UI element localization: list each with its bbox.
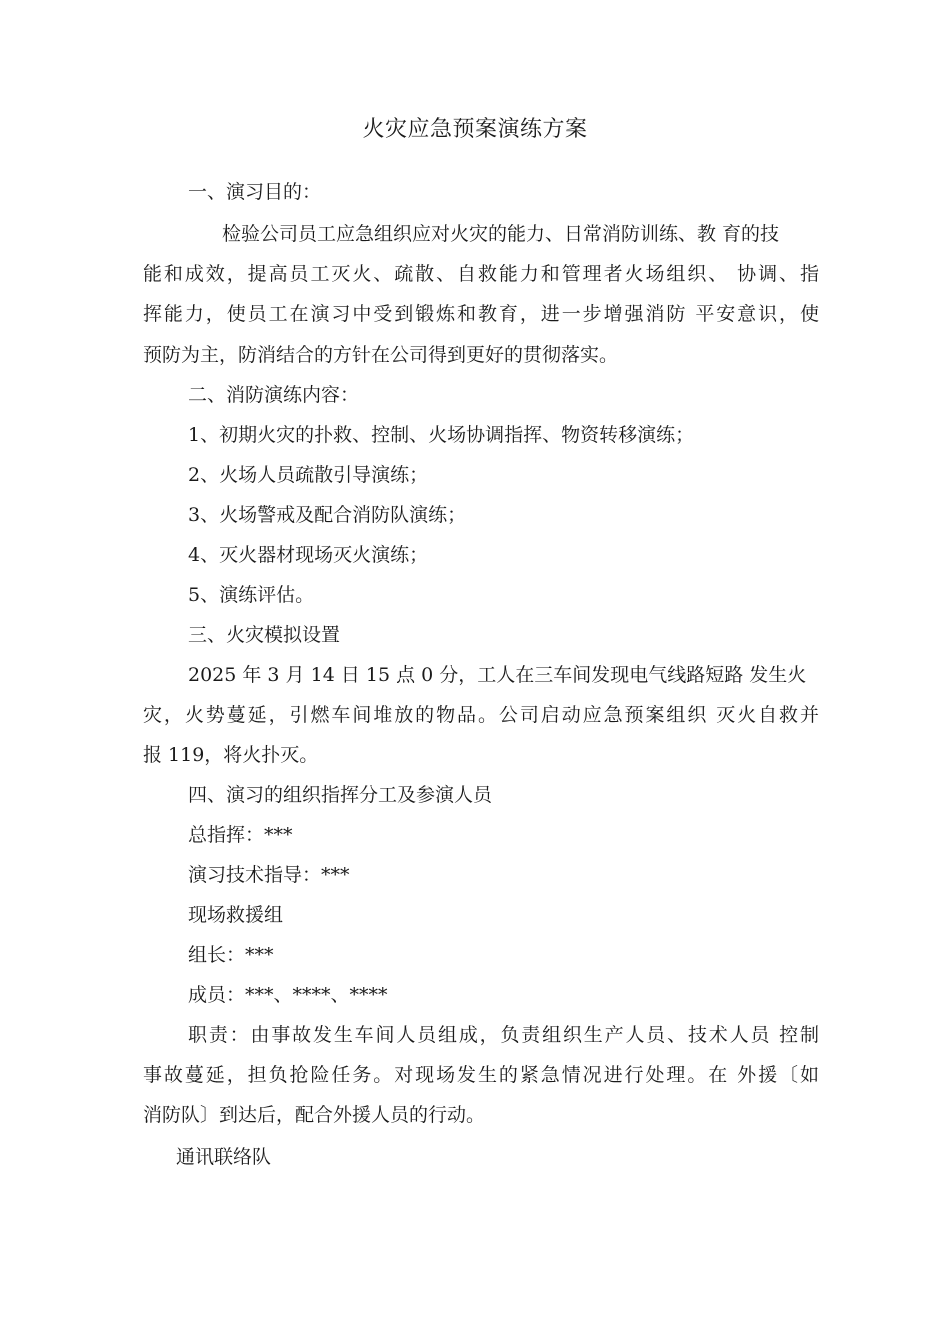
duty-line-2: 事故蔓延，担负抢险任务。对现场发生的紧急情况进行处理。在 外援〔如	[143, 1064, 819, 1086]
section1-line-1: 检验公司员工应急组织应对火灾的能力、日常消防训练、教 育的技	[222, 223, 780, 245]
section2-item-2: 2、火场人员疏散引导演练；	[188, 464, 429, 486]
leader-line: 组长：***	[188, 944, 274, 966]
section3-line-3: 报 119，将火扑灭。	[143, 744, 319, 766]
section1-line-2: 能和成效，提高员工灭火、疏散、自救能力和管理者火场组织、 协调、指	[143, 263, 819, 285]
section1-heading: 一、演习目的：	[188, 181, 322, 203]
section2-item-5: 5、演练评估。	[188, 584, 315, 606]
section3-heading: 三、火灾模拟设置	[188, 624, 341, 646]
rescue-group-heading: 现场救援组	[188, 904, 284, 926]
section1-line-3: 挥能力，使员工在演习中受到锻炼和教育，进一步增强消防 平安意识，使	[143, 303, 819, 325]
section2-item-4: 4、灭火器材现场灭火演练；	[188, 544, 429, 566]
section2-heading: 二、消防演练内容：	[188, 384, 360, 406]
section4-heading: 四、演习的组织指挥分工及参演人员	[188, 784, 493, 806]
commander-line: 总指挥：***	[188, 824, 293, 846]
duty-line-1: 职责：由事故发生车间人员组成，负责组织生产人员、技术人员 控制	[188, 1024, 819, 1046]
section1-line-4: 预防为主，防消结合的方针在公司得到更好的贯彻落实。	[143, 344, 619, 366]
duty-line-3: 消防队〕到达后，配合外援人员的行动。	[143, 1104, 486, 1126]
members-line: 成员：***、****、****	[188, 984, 388, 1006]
section3-line-2: 灾，火势蔓延，引燃车间堆放的物品。公司启动应急预案组织 灭火自救并	[143, 704, 819, 726]
tech-guide-line: 演习技术指导：***	[188, 864, 350, 886]
section2-item-1: 1、初期火灾的扑救、控制、火场协调指挥、物资转移演练；	[188, 424, 695, 446]
section3-line-1: 2025 年 3 月 14 日 15 点 0 分，工人在三车间发现电气线路短路 发生火	[188, 664, 807, 686]
section2-item-3: 3、火场警戒及配合消防队演练；	[188, 504, 467, 526]
comm-team-heading: 通讯联络队	[176, 1146, 272, 1168]
document-title: 火灾应急预案演练方案	[362, 117, 588, 142]
